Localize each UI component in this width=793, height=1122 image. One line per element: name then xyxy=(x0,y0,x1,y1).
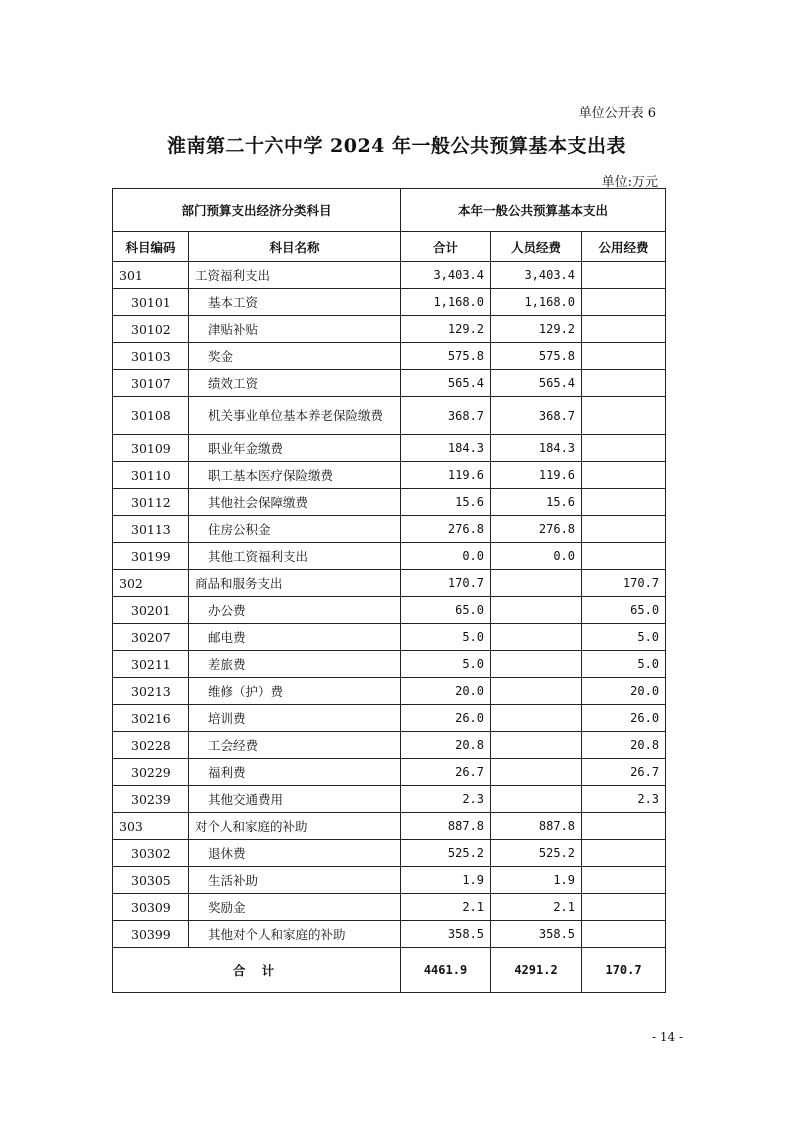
cell-total: 65.0 xyxy=(401,597,491,624)
col-header-code: 科目编码 xyxy=(113,232,189,262)
table-row xyxy=(113,651,666,678)
cell-code: 30213 xyxy=(113,678,189,705)
table-row xyxy=(113,759,666,786)
col-header-total: 合计 xyxy=(401,232,491,262)
cell-personnel: 0.0 xyxy=(491,543,582,570)
table-tag: 单位公开表 6 xyxy=(578,106,656,121)
cell-public xyxy=(582,370,666,397)
table-row xyxy=(113,786,666,813)
cell-total: 368.7 xyxy=(401,397,491,435)
cell-name: 奖金 xyxy=(189,343,401,370)
cell-public xyxy=(582,543,666,570)
cell-name: 基本工资 xyxy=(189,289,401,316)
cell-public: 26.7 xyxy=(582,759,666,786)
cell-public: 65.0 xyxy=(582,597,666,624)
table-row xyxy=(113,397,666,435)
table-row xyxy=(113,840,666,867)
table-column-header xyxy=(113,232,666,262)
cell-total: 276.8 xyxy=(401,516,491,543)
cell-total: 184.3 xyxy=(401,435,491,462)
cell-total: 565.4 xyxy=(401,370,491,397)
cell-code: 30305 xyxy=(113,867,189,894)
cell-total: 5.0 xyxy=(401,651,491,678)
cell-name: 其他对个人和家庭的补助 xyxy=(189,921,401,948)
page-title: 淮南第二十六中学 2024 年一般公共预算基本支出表 xyxy=(166,135,627,157)
cell-code: 30399 xyxy=(113,921,189,948)
cell-code: 303 xyxy=(113,813,189,840)
cell-public xyxy=(582,840,666,867)
cell-personnel xyxy=(491,570,582,597)
group-header-left: 部门预算支出经济分类科目 xyxy=(113,189,401,232)
cell-total: 26.7 xyxy=(401,759,491,786)
cell-name: 机关事业单位基本养老保险缴费 xyxy=(189,397,401,435)
table-row xyxy=(113,705,666,732)
cell-total: 20.8 xyxy=(401,732,491,759)
cell-personnel: 15.6 xyxy=(491,489,582,516)
cell-public xyxy=(582,516,666,543)
cell-personnel: 565.4 xyxy=(491,370,582,397)
table-row xyxy=(113,262,666,289)
unit-label: 单位:万元 xyxy=(601,175,658,190)
cell-name: 其他社会保障缴费 xyxy=(189,489,401,516)
table-row xyxy=(113,597,666,624)
cell-personnel: 276.8 xyxy=(491,516,582,543)
col-header-personnel: 人员经费 xyxy=(491,232,582,262)
cell-public xyxy=(582,921,666,948)
cell-code: 30109 xyxy=(113,435,189,462)
cell-name: 住房公积金 xyxy=(189,516,401,543)
table-row xyxy=(113,624,666,651)
cell-personnel xyxy=(491,624,582,651)
cell-name: 邮电费 xyxy=(189,624,401,651)
cell-name: 对个人和家庭的补助 xyxy=(189,813,401,840)
total-sum: 4461.9 xyxy=(401,948,491,993)
table-row xyxy=(113,462,666,489)
table-row xyxy=(113,516,666,543)
table-row xyxy=(113,678,666,705)
table-row xyxy=(113,343,666,370)
cell-personnel: 2.1 xyxy=(491,894,582,921)
cell-code: 301 xyxy=(113,262,189,289)
cell-name: 退休费 xyxy=(189,840,401,867)
cell-total: 2.3 xyxy=(401,786,491,813)
cell-public xyxy=(582,489,666,516)
cell-personnel: 358.5 xyxy=(491,921,582,948)
cell-personnel: 3,403.4 xyxy=(491,262,582,289)
cell-public: 170.7 xyxy=(582,570,666,597)
table-row xyxy=(113,894,666,921)
cell-total: 575.8 xyxy=(401,343,491,370)
cell-public xyxy=(582,343,666,370)
cell-name: 津贴补贴 xyxy=(189,316,401,343)
cell-total: 3,403.4 xyxy=(401,262,491,289)
table-row xyxy=(113,435,666,462)
cell-code: 30108 xyxy=(113,397,189,435)
cell-public xyxy=(582,867,666,894)
cell-personnel xyxy=(491,705,582,732)
total-public: 170.7 xyxy=(582,948,666,993)
cell-code: 30107 xyxy=(113,370,189,397)
cell-name: 工资福利支出 xyxy=(189,262,401,289)
page-number: - 14 - xyxy=(651,1030,683,1044)
cell-personnel xyxy=(491,597,582,624)
cell-public: 5.0 xyxy=(582,651,666,678)
cell-total: 1.9 xyxy=(401,867,491,894)
table-group-header xyxy=(113,189,666,232)
cell-public xyxy=(582,397,666,435)
cell-public xyxy=(582,813,666,840)
cell-personnel: 1.9 xyxy=(491,867,582,894)
cell-name: 差旅费 xyxy=(189,651,401,678)
table-row xyxy=(113,921,666,948)
table-row xyxy=(113,489,666,516)
cell-total: 1,168.0 xyxy=(401,289,491,316)
cell-code: 30228 xyxy=(113,732,189,759)
cell-personnel: 887.8 xyxy=(491,813,582,840)
cell-code: 30229 xyxy=(113,759,189,786)
cell-code: 30199 xyxy=(113,543,189,570)
cell-name: 商品和服务支出 xyxy=(189,570,401,597)
cell-name: 职业年金缴费 xyxy=(189,435,401,462)
cell-code: 30309 xyxy=(113,894,189,921)
cell-personnel: 525.2 xyxy=(491,840,582,867)
cell-code: 30216 xyxy=(113,705,189,732)
cell-personnel xyxy=(491,732,582,759)
cell-code: 30103 xyxy=(113,343,189,370)
cell-personnel xyxy=(491,678,582,705)
cell-code: 30101 xyxy=(113,289,189,316)
cell-code: 30239 xyxy=(113,786,189,813)
cell-total: 129.2 xyxy=(401,316,491,343)
cell-public xyxy=(582,316,666,343)
col-header-name: 科目名称 xyxy=(189,232,401,262)
cell-total: 20.0 xyxy=(401,678,491,705)
cell-personnel: 1,168.0 xyxy=(491,289,582,316)
cell-code: 30113 xyxy=(113,516,189,543)
cell-public xyxy=(582,894,666,921)
table-row xyxy=(113,543,666,570)
cell-code: 30211 xyxy=(113,651,189,678)
cell-public xyxy=(582,262,666,289)
cell-code: 30102 xyxy=(113,316,189,343)
cell-total: 358.5 xyxy=(401,921,491,948)
col-header-public: 公用经费 xyxy=(582,232,666,262)
table-row xyxy=(113,732,666,759)
cell-public: 26.0 xyxy=(582,705,666,732)
table-row xyxy=(113,289,666,316)
cell-total: 15.6 xyxy=(401,489,491,516)
cell-total: 119.6 xyxy=(401,462,491,489)
cell-total: 5.0 xyxy=(401,624,491,651)
cell-name: 办公费 xyxy=(189,597,401,624)
cell-code: 30302 xyxy=(113,840,189,867)
cell-code: 30112 xyxy=(113,489,189,516)
cell-personnel xyxy=(491,786,582,813)
cell-public xyxy=(582,435,666,462)
cell-personnel: 575.8 xyxy=(491,343,582,370)
total-label: 合 计 xyxy=(113,948,401,993)
cell-name: 其他交通费用 xyxy=(189,786,401,813)
table-row xyxy=(113,867,666,894)
table-row xyxy=(113,813,666,840)
budget-table xyxy=(112,188,666,993)
cell-personnel: 368.7 xyxy=(491,397,582,435)
cell-code: 302 xyxy=(113,570,189,597)
cell-code: 30201 xyxy=(113,597,189,624)
group-header-right: 本年一般公共预算基本支出 xyxy=(401,189,666,232)
cell-total: 0.0 xyxy=(401,543,491,570)
cell-personnel xyxy=(491,651,582,678)
cell-name: 生活补助 xyxy=(189,867,401,894)
cell-personnel xyxy=(491,759,582,786)
cell-name: 工会经费 xyxy=(189,732,401,759)
cell-public: 5.0 xyxy=(582,624,666,651)
cell-name: 奖励金 xyxy=(189,894,401,921)
cell-name: 职工基本医疗保险缴费 xyxy=(189,462,401,489)
cell-total: 170.7 xyxy=(401,570,491,597)
cell-public: 20.0 xyxy=(582,678,666,705)
table-row xyxy=(113,570,666,597)
total-personnel: 4291.2 xyxy=(491,948,582,993)
cell-public xyxy=(582,289,666,316)
table-row xyxy=(113,370,666,397)
cell-personnel: 129.2 xyxy=(491,316,582,343)
total-row xyxy=(113,948,666,993)
cell-public: 2.3 xyxy=(582,786,666,813)
cell-public xyxy=(582,462,666,489)
cell-name: 福利费 xyxy=(189,759,401,786)
cell-name: 其他工资福利支出 xyxy=(189,543,401,570)
cell-total: 2.1 xyxy=(401,894,491,921)
cell-personnel: 184.3 xyxy=(491,435,582,462)
cell-name: 绩效工资 xyxy=(189,370,401,397)
cell-total: 525.2 xyxy=(401,840,491,867)
cell-name: 培训费 xyxy=(189,705,401,732)
cell-total: 26.0 xyxy=(401,705,491,732)
cell-total: 887.8 xyxy=(401,813,491,840)
table-row xyxy=(113,316,666,343)
cell-code: 30110 xyxy=(113,462,189,489)
cell-code: 30207 xyxy=(113,624,189,651)
cell-personnel: 119.6 xyxy=(491,462,582,489)
cell-public: 20.8 xyxy=(582,732,666,759)
cell-name: 维修（护）费 xyxy=(189,678,401,705)
